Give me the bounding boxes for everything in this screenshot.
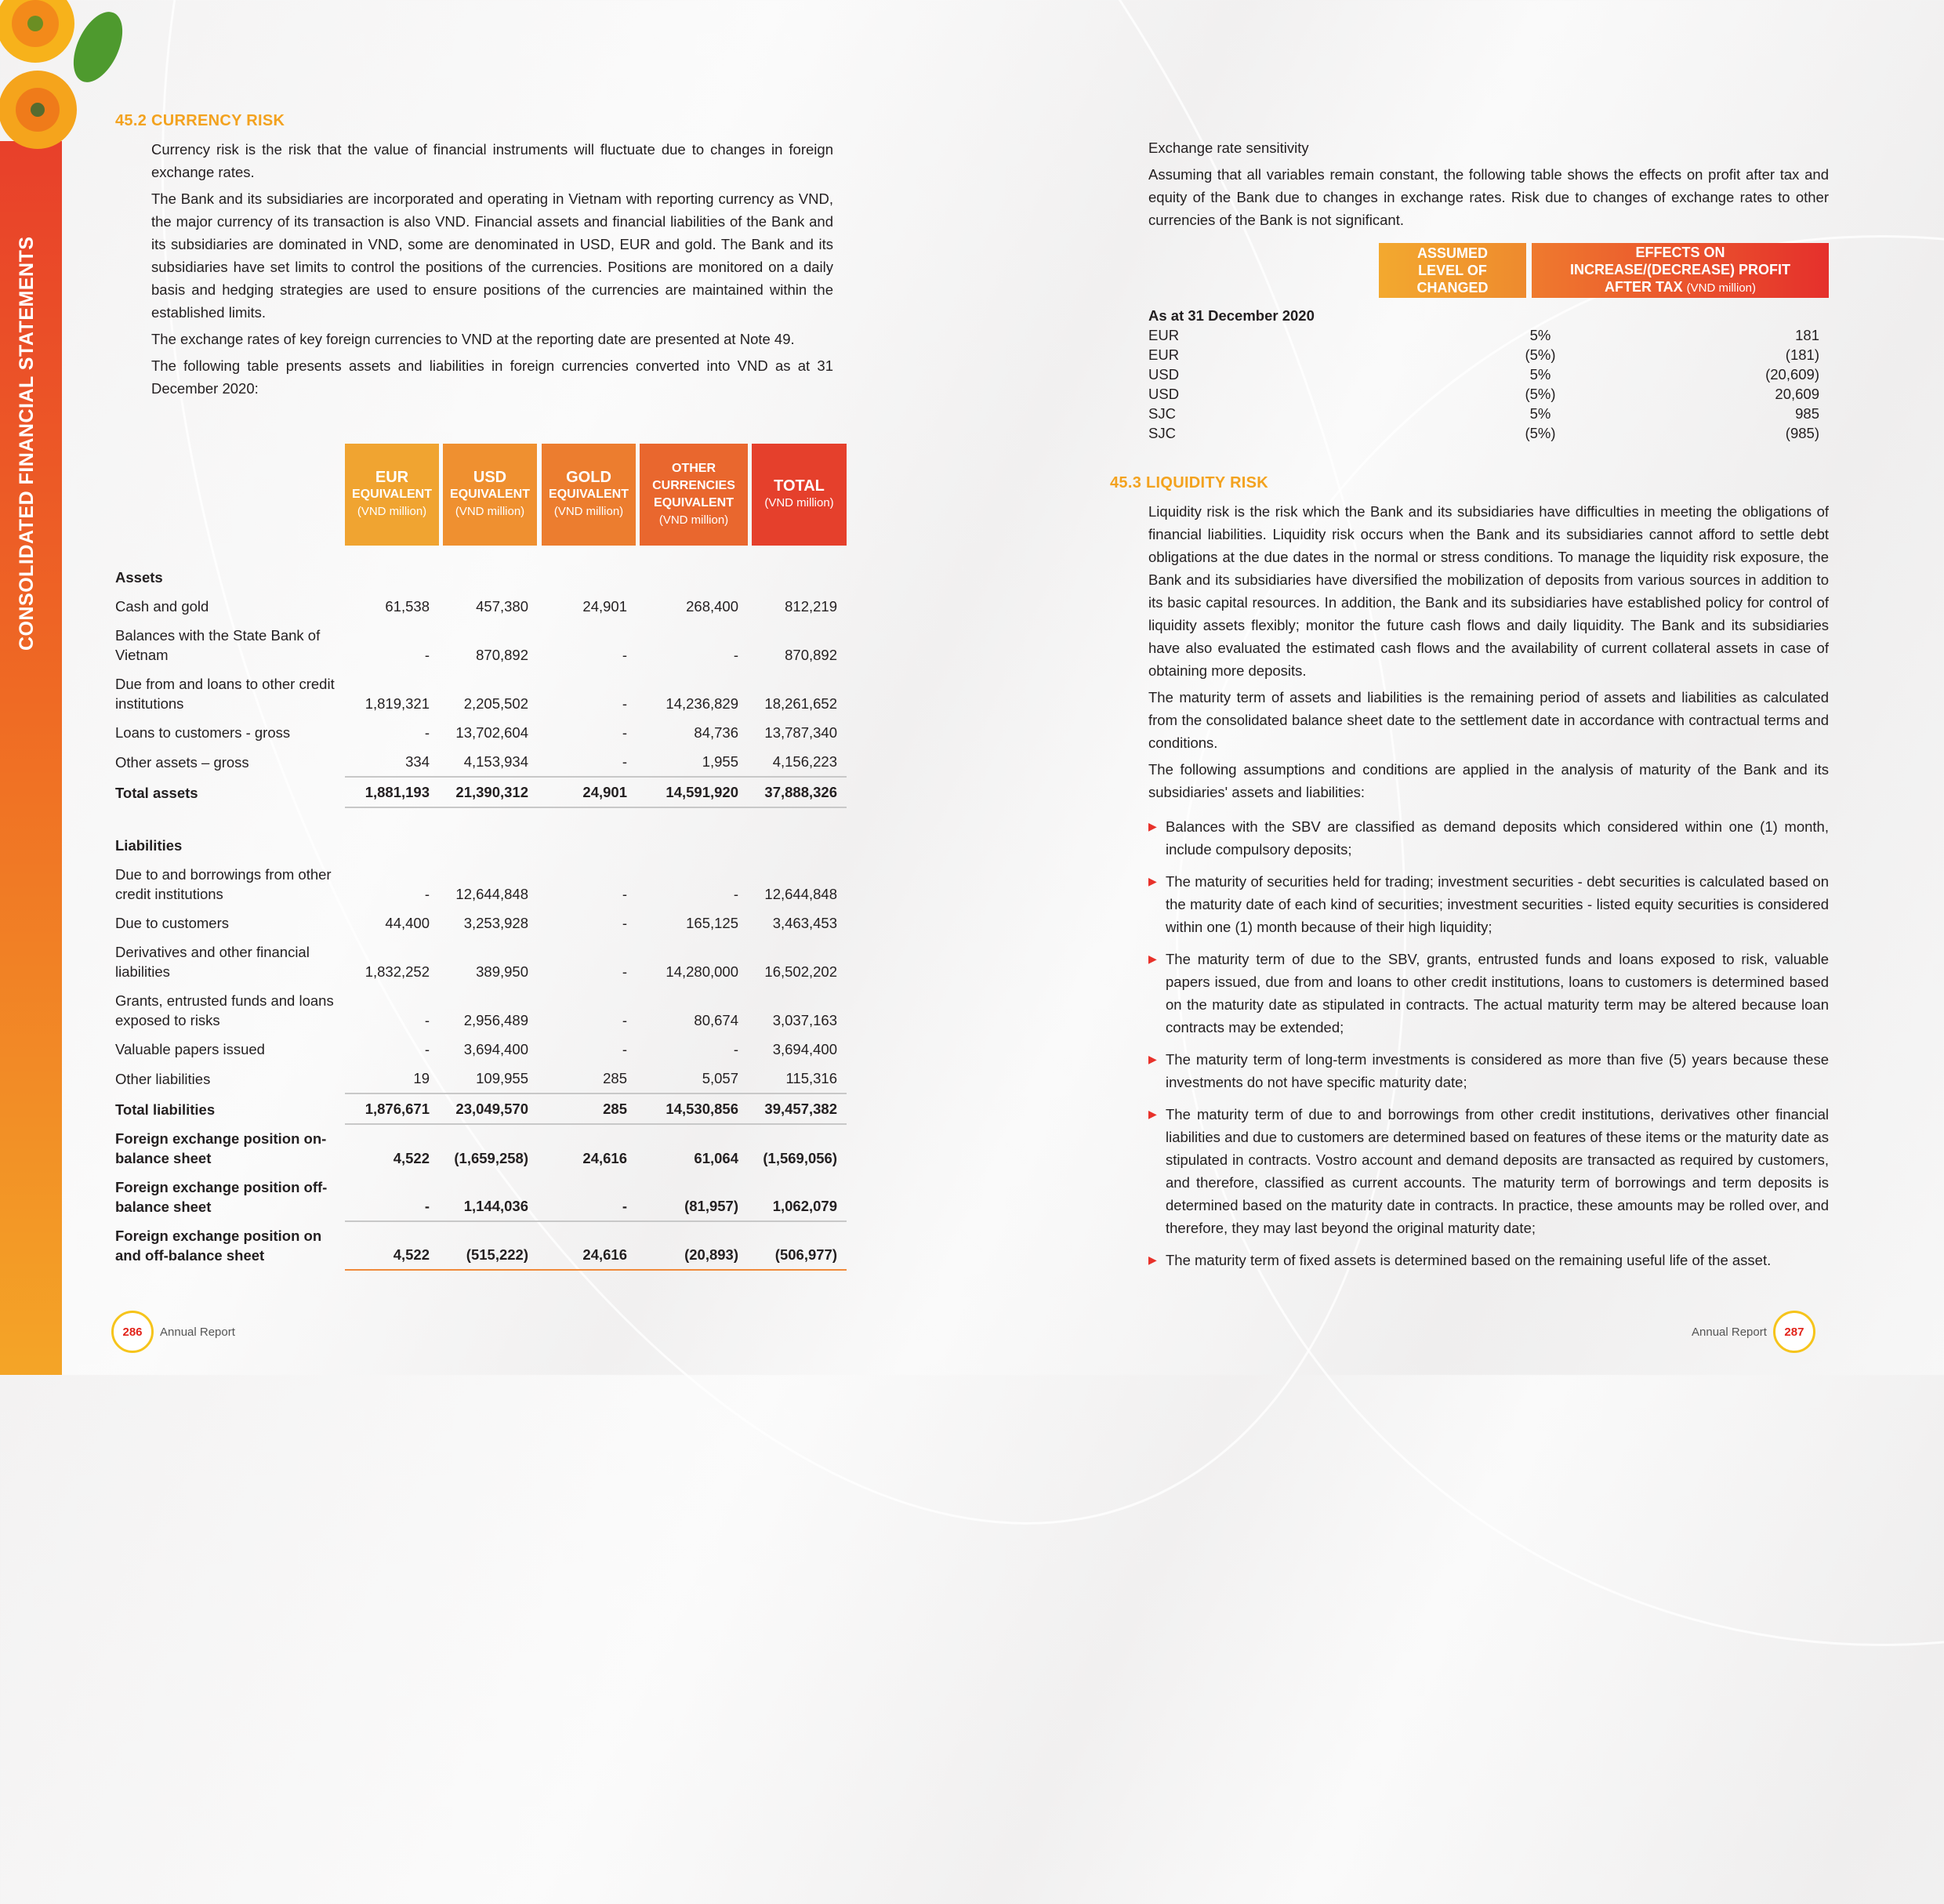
cell-value: - (622, 753, 627, 770)
paragraph: The Bank and its subsidiaries are incorporated and operating in Vietnam with reporting currency as VND, the major currency of its transaction is also VND. Financial assets and financial liabilities of the Bank and its subsidiaries are dominated in VND, some are denominated in USD, EUR and gold. The Bank and its subsidiaries have set limits to control the positions of the currencies. Positions are monitored on a daily basis and hedging strategies are used to ensure positions of the currencies are maintained within the established limits. (151, 190, 833, 321)
cell-value: 24,616 (582, 1150, 627, 1166)
row-label: Loans to customers - gross (115, 724, 291, 741)
effect: (985) (1785, 425, 1819, 441)
cell-value: 61,064 (694, 1150, 738, 1166)
list-item: ▶ The maturity term of fixed assets is determined based on the remaining useful life of the asset. (1148, 1249, 1829, 1271)
cell-value: - (622, 1012, 627, 1028)
row-label: Total liabilities (115, 1101, 216, 1118)
row-label: Valuable papers issued (115, 1041, 265, 1057)
cell-value: 5,057 (702, 1070, 738, 1086)
cell-value: 4,522 (393, 1150, 430, 1166)
cell-value: - (424, 1012, 430, 1028)
table-row (115, 986, 847, 1035)
row-label: Assets (115, 569, 163, 586)
triangle-right-icon: ▶ (1148, 952, 1157, 965)
row-label: Foreign exchange position on-balance sheet (115, 1130, 327, 1166)
cell-value: 870,892 (476, 647, 528, 663)
paragraph: Currency risk is the risk that the value of financial instruments will fluctuate due to changes in foreign exchange rates. (151, 141, 833, 180)
currency-risk-text (151, 138, 833, 404)
assumptions-list (1148, 815, 1829, 1281)
cell-value: - (424, 1198, 430, 1214)
column-header-2: USD EQUIVALENT (VND million) (443, 444, 537, 546)
table-row (115, 1124, 847, 1173)
triangle-right-icon: ▶ (1148, 1253, 1157, 1266)
cell-value: 1,832,252 (364, 963, 430, 980)
page-number: 286 (111, 1311, 154, 1353)
paragraph: The maturity term of assets and liabilities is the remaining period of assets and liabilities as calculated from the consolidated balance sheet date to the settlement date in accordance with contractual terms and conditions. (1148, 689, 1829, 751)
cell-value: 14,280,000 (666, 963, 738, 980)
sensitivity-row (1148, 345, 1829, 364)
cell-value: 1,819,321 (364, 695, 430, 712)
level: 5% (1529, 366, 1551, 383)
paragraph: The following assumptions and conditions are applied in the analysis of maturity of the Bank and its subsidiaries' assets and liabilities: (1148, 761, 1829, 800)
cell-value: 457,380 (476, 598, 528, 615)
table-row (115, 937, 847, 986)
cell-value (345, 563, 439, 592)
level: 5% (1529, 327, 1551, 343)
effect: 985 (1795, 405, 1819, 422)
cell-value: - (424, 647, 430, 663)
cell-value: (20,893) (637, 1221, 748, 1270)
cell-value: - (622, 1198, 627, 1214)
table-row (115, 1221, 847, 1270)
cell-value: - (733, 1041, 738, 1057)
table-row (115, 1064, 847, 1093)
cell-value: - (622, 963, 627, 980)
paragraph: The exchange rates of key foreign currencies to VND at the reporting date are presented at Note 49. (151, 331, 795, 347)
table-row (115, 860, 847, 908)
effect: (20,609) (1765, 366, 1819, 383)
cell-value (748, 563, 847, 592)
currency: EUR (1148, 346, 1180, 363)
cell-value: 3,253,928 (463, 915, 528, 931)
cell-value (538, 825, 637, 860)
paragraph: The following table presents assets and liabilities in foreign currencies converted into VND as at 31 December 2020: (151, 357, 833, 397)
cell-value: 23,049,570 (439, 1093, 538, 1124)
cell-value: 3,694,400 (772, 1041, 837, 1057)
row-label: Derivatives and other financial liabilities (115, 944, 310, 980)
cell-value: 13,702,604 (455, 724, 528, 741)
column-header-5: TOTAL (VND million) (752, 444, 847, 546)
cell-value: - (733, 886, 738, 902)
cell-value: - (622, 1041, 627, 1057)
table-row (115, 718, 847, 747)
cell-value: 165,125 (686, 915, 738, 931)
table-row (115, 747, 847, 777)
cell-value: 18,261,652 (764, 695, 837, 712)
cell-value (345, 825, 439, 860)
sensitivity-row (1148, 404, 1829, 423)
cell-value: - (424, 724, 430, 741)
table-row (115, 669, 847, 718)
list-item: ▶ The maturity term of long-term investments is considered as more than five (5) years because these investments do not have specific maturity date; (1148, 1048, 1829, 1093)
cell-value: 80,674 (694, 1012, 738, 1028)
level: (5%) (1525, 386, 1556, 402)
header-assumed-level: ASSUMED LEVEL OF CHANGED (1379, 243, 1526, 298)
sensitivity-text (1148, 136, 1829, 235)
table-row (115, 1035, 847, 1064)
cell-value: 13,787,340 (764, 724, 837, 741)
cell-value: 39,457,382 (748, 1093, 847, 1124)
cell-value: 389,950 (476, 963, 528, 980)
cell-value (637, 825, 748, 860)
cell-value (439, 563, 538, 592)
row-label: Other assets – gross (115, 754, 249, 771)
row-label: Balances with the State Bank of Vietnam (115, 627, 321, 663)
row-label: Other liabilities (115, 1071, 211, 1087)
cell-value (538, 563, 637, 592)
cell-value: - (733, 647, 738, 663)
cell-value: 268,400 (686, 598, 738, 615)
sensitivity-row (1148, 364, 1829, 384)
page-number: 287 (1773, 1311, 1815, 1353)
cell-value: 24,616 (538, 1221, 637, 1270)
level: (5%) (1525, 346, 1556, 363)
row-label: Grants, entrusted funds and loans exposed to risks (115, 992, 334, 1028)
paragraph: Assuming that all variables remain constant, the following table shows the effects on profit after tax and equity of the Bank due to changes in exchange rates. Risk due to changes of exchange rates to other currencies of the Bank is not significant. (1148, 166, 1829, 228)
cell-value: 4,156,223 (772, 753, 837, 770)
table-row (115, 592, 847, 621)
as-at-label: As at 31 December 2020 (1148, 307, 1315, 324)
row-label: Due from and loans to other credit institutions (115, 676, 335, 712)
cell-value: 24,901 (538, 777, 637, 807)
cell-value: 61,538 (385, 598, 430, 615)
cell-value: 24,901 (582, 598, 627, 615)
cell-value: 4,153,934 (463, 753, 528, 770)
cell-value: 2,205,502 (463, 695, 528, 712)
cell-value (439, 825, 538, 860)
cell-value: 1,876,671 (345, 1093, 439, 1124)
cell-value: 3,463,453 (772, 915, 837, 931)
column-header-3: GOLD EQUIVALENT (VND million) (542, 444, 636, 546)
cell-value: 1,881,193 (345, 777, 439, 807)
header-effects: EFFECTS ON INCREASE/(DECREASE) PROFIT AFTER TAX (VND million) (1532, 243, 1829, 298)
cell-value: (81,957) (684, 1198, 738, 1214)
table-row (115, 825, 847, 860)
effect: 181 (1795, 327, 1819, 343)
footer-label: Annual Report (160, 1325, 235, 1339)
currency: USD (1148, 366, 1180, 383)
footer-right (1692, 1311, 1815, 1353)
effect: (181) (1785, 346, 1819, 363)
sensitivity-title: Exchange rate sensitivity (1148, 140, 1309, 156)
sidebar-band (0, 141, 62, 1375)
cell-value: 2,956,489 (463, 1012, 528, 1028)
list-item: ▶ The maturity term of due to the SBV, grants, entrusted funds and loans exposed to risk, valuable papers issued, due from and loans to other credit institutions, loans to customers is determined based on the maturity date as stipulated in contracts. The actual maturity term may be altered because loan contracts may be extended; (1148, 948, 1829, 1039)
triangle-right-icon: ▶ (1148, 875, 1157, 887)
cell-value: 1,955 (702, 753, 738, 770)
row-label: Cash and gold (115, 598, 209, 615)
cell-value: 19 (413, 1070, 430, 1086)
cell-value: 84,736 (694, 724, 738, 741)
currency-position-table (115, 563, 847, 1271)
cell-value: 3,694,400 (463, 1041, 528, 1057)
cell-value: (515,222) (439, 1221, 538, 1270)
table-row (115, 563, 847, 592)
table-row (115, 1093, 847, 1124)
table-row (115, 908, 847, 937)
row-label: Due to customers (115, 915, 229, 931)
cell-value: 870,892 (785, 647, 837, 663)
cell-value: (1,659,258) (454, 1150, 528, 1166)
footer-left (111, 1311, 235, 1353)
cell-value: 109,955 (476, 1070, 528, 1086)
level: 5% (1529, 405, 1551, 422)
row-label: Liabilities (115, 837, 183, 854)
currency: SJC (1148, 425, 1176, 441)
cell-value: - (622, 886, 627, 902)
cell-value: (506,977) (748, 1221, 847, 1270)
cell-value: - (622, 724, 627, 741)
cell-value: 12,644,848 (764, 886, 837, 902)
triangle-right-icon: ▶ (1148, 1053, 1157, 1065)
section-heading-currency-risk: 45.2 CURRENCY RISK (115, 112, 285, 129)
cell-value: 14,236,829 (666, 695, 738, 712)
cell-value: (1,569,056) (763, 1150, 837, 1166)
cell-value: 1,144,036 (463, 1198, 528, 1214)
row-label: Foreign exchange position on and off-balance sheet (115, 1228, 322, 1264)
table-row (115, 777, 847, 807)
sensitivity-row (1148, 325, 1829, 345)
cell-value: 14,530,856 (637, 1093, 748, 1124)
cell-value: 285 (538, 1093, 637, 1124)
cell-value: 3,037,163 (772, 1012, 837, 1028)
sensitivity-table (1148, 304, 1829, 443)
section-heading-liquidity-risk: 45.3 LIQUIDITY RISK (1110, 474, 1269, 491)
cell-value: 334 (405, 753, 430, 770)
list-item: ▶ The maturity term of due to and borrowings from other credit institutions, derivatives other financial liabilities and due to customers are determined based on features of these items or the maturity date as stipulated in contracts. Vostro account and demand deposits are transacted as required by customers, and therefore, classified as current accounts. The maturity term of borrowings and term deposits is determined based on the maturity date in contracts. In practice, these amounts may be rolled over, and therefore, they may last beyond the original maturity date; (1148, 1103, 1829, 1239)
cell-value: 37,888,326 (748, 777, 847, 807)
cell-value: - (424, 886, 430, 902)
sensitivity-row (1148, 423, 1829, 443)
cell-value (748, 825, 847, 860)
triangle-right-icon: ▶ (1148, 1108, 1157, 1120)
currency: EUR (1148, 327, 1180, 343)
list-item: ▶ Balances with the SBV are classified as demand deposits which considered within one (1) month, include compulsory deposits; (1148, 815, 1829, 861)
cell-value (637, 563, 748, 592)
cell-value: 4,522 (345, 1221, 439, 1270)
table-row (115, 1173, 847, 1221)
currency: USD (1148, 386, 1180, 402)
cell-value: 115,316 (785, 1070, 837, 1086)
cell-value: 16,502,202 (764, 963, 837, 980)
currency: SJC (1148, 405, 1176, 422)
effect: 20,609 (1775, 386, 1819, 402)
flower-decoration-icon (0, 0, 125, 157)
footer-label: Annual Report (1692, 1325, 1767, 1339)
cell-value: 44,400 (385, 915, 430, 931)
cell-value: 21,390,312 (439, 777, 538, 807)
cell-value: 812,219 (785, 598, 837, 615)
table-row (115, 621, 847, 669)
cell-value: - (622, 915, 627, 931)
list-item: ▶ The maturity of securities held for trading; investment securities - debt securities is calculated based on the maturity date of each kind of securities; investment securities - listed equity securities is considered within one (1) month because of their high liquidity; (1148, 870, 1829, 938)
liquidity-risk-text (1148, 500, 1829, 807)
triangle-right-icon: ▶ (1148, 820, 1157, 832)
cell-value: 1,062,079 (772, 1198, 837, 1214)
paragraph: Liquidity risk is the risk which the Bank and its subsidiaries have difficulties in meeting the obligations of financial liabilities. Liquidity risk occurs when the Bank and its subsidiaries cannot afford to settle debt obligations at the due dates in the normal or stress conditions. To manage the liquidity risk exposure, the Bank and its subsidiaries have diversified the mobilization of deposits from various sources in addition to its basic capital resources. In addition, the Bank and its subsidiaries have established policy for control of liquidity assets flexibly; monitor the future cash flows and daily liquidity. The Bank and its subsidiaries have also evaluated the estimated cash flows and the availability of current collateral assets in case of obtaining more deposits. (1148, 503, 1829, 679)
row-label: Total assets (115, 785, 198, 801)
cell-value: 12,644,848 (455, 886, 528, 902)
cell-value: - (424, 1041, 430, 1057)
cell-value: 14,591,920 (637, 777, 748, 807)
cell-value: - (622, 695, 627, 712)
cell-value: 285 (603, 1070, 627, 1086)
level: (5%) (1525, 425, 1556, 441)
row-label: Foreign exchange position off-balance sheet (115, 1179, 328, 1215)
sensitivity-row (1148, 384, 1829, 404)
row-label: Due to and borrowings from other credit institutions (115, 866, 332, 902)
sidebar-section-label: CONSOLIDATED FINANCIAL STATEMENTS (16, 236, 38, 651)
cell-value: - (622, 647, 627, 663)
column-header-4: OTHER CURRENCIES EQUIVALENT (VND million) (640, 444, 748, 546)
column-header-1: EUR EQUIVALENT (VND million) (345, 444, 439, 546)
